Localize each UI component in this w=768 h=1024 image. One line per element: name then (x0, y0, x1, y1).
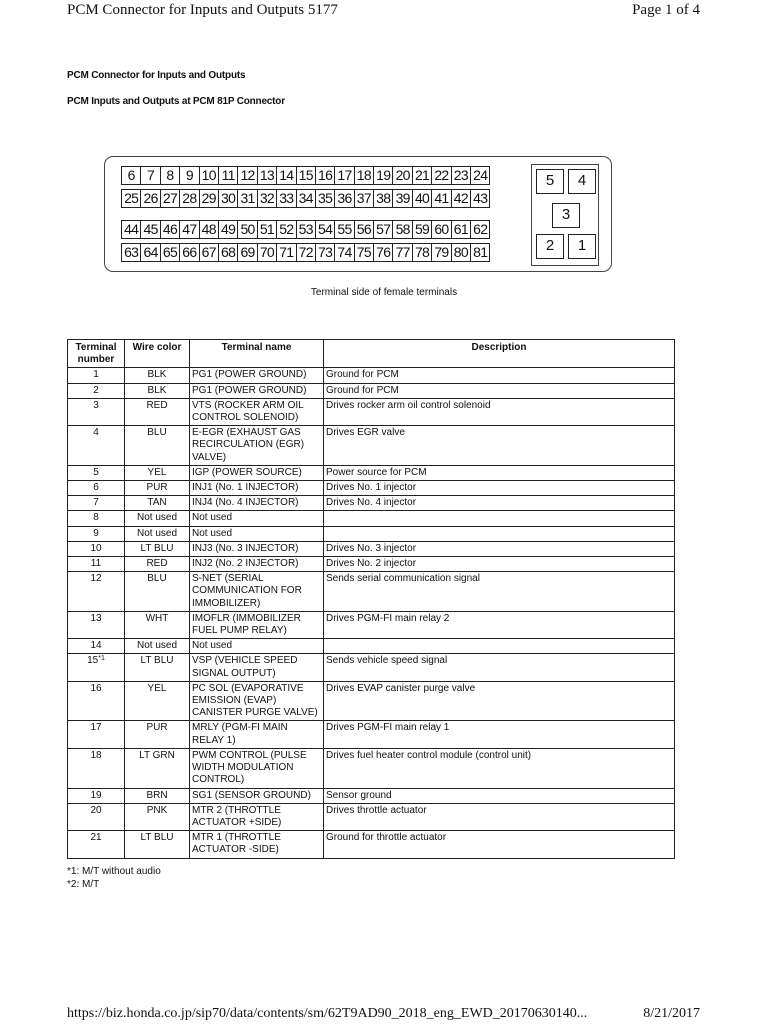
table-row (68, 788, 675, 803)
connector-pin: 30 (218, 189, 238, 208)
connector-pin: 53 (296, 220, 316, 239)
description-cell (324, 639, 675, 654)
connector-pin: 48 (199, 220, 219, 239)
terminal-number-cell (68, 496, 125, 511)
terminal-number: 4 (93, 427, 99, 439)
terminal-number: 19 (90, 789, 102, 801)
table-row (68, 526, 675, 541)
connector-pin: 42 (451, 189, 471, 208)
connector-pin: 77 (392, 243, 412, 262)
terminal-name-cell: S-NET (SERIAL COMMUNICATION FOR IMMOBILIZER) (190, 572, 324, 612)
connector-pin: 14 (276, 166, 296, 185)
connector-pin: 19 (373, 166, 393, 185)
connector-pin: 38 (373, 189, 393, 208)
footnotes (67, 865, 161, 891)
terminal-number-cell (68, 426, 125, 466)
table-row (68, 541, 675, 556)
table-row (68, 654, 675, 681)
wire-color-cell: BLK (125, 383, 190, 398)
terminal-number-cell (68, 788, 125, 803)
connector-pin: 79 (431, 243, 451, 262)
description-cell: Drives No. 3 injector (324, 541, 675, 556)
wire-color-cell: Not used (125, 526, 190, 541)
table-row (68, 557, 675, 572)
connector-pin: 13 (257, 166, 277, 185)
table-body (68, 368, 675, 858)
connector-pin: 68 (218, 243, 238, 262)
connector-pin: 4 (568, 169, 596, 194)
terminal-number-cell (68, 654, 125, 681)
description-cell: Drives EVAP canister purge valve (324, 681, 675, 721)
terminal-name-cell: E-EGR (EXHAUST GAS RECIRCULATION (EGR) VALVE) (190, 426, 324, 466)
connector-pin: 7 (140, 166, 160, 185)
connector-pin: 24 (470, 166, 490, 185)
connector-pin: 28 (179, 189, 199, 208)
description-cell: Drives rocker arm oil control solenoid (324, 398, 675, 425)
terminal-name-cell: VTS (ROCKER ARM OIL CONTROL SOLENOID) (190, 398, 324, 425)
connector-pin: 51 (257, 220, 277, 239)
pin-row (121, 166, 490, 185)
table-row (68, 639, 675, 654)
connector-pin: 67 (199, 243, 219, 262)
connector-pin: 64 (140, 243, 160, 262)
footnote-marker: *1 (98, 655, 105, 663)
wire-color-cell: LT GRN (125, 748, 190, 788)
connector-pin: 62 (470, 220, 490, 239)
wire-color-cell: PUR (125, 721, 190, 748)
connector-pin: 63 (121, 243, 141, 262)
table-row (68, 496, 675, 511)
connector-pin: 75 (354, 243, 374, 262)
connector-pin: 73 (315, 243, 335, 262)
terminal-name-cell: Not used (190, 526, 324, 541)
header-description: Description (324, 340, 675, 368)
description-cell: Ground for PCM (324, 383, 675, 398)
description-cell: Drives PGM-FI main relay 1 (324, 721, 675, 748)
connector-pin: 81 (470, 243, 490, 262)
table-row (68, 511, 675, 526)
terminal-number-cell (68, 383, 125, 398)
connector-pin: 71 (276, 243, 296, 262)
terminal-number-cell (68, 398, 125, 425)
connector-pin: 8 (160, 166, 180, 185)
header-wire-color: Wire color (125, 340, 190, 368)
terminal-name-cell: VSP (VEHICLE SPEED SIGNAL OUTPUT) (190, 654, 324, 681)
connector-pin: 66 (179, 243, 199, 262)
table-row (68, 368, 675, 383)
description-cell: Drives No. 1 injector (324, 481, 675, 496)
connector-pin: 57 (373, 220, 393, 239)
terminal-number-cell (68, 526, 125, 541)
connector-pin: 10 (199, 166, 219, 185)
connector-pin: 49 (218, 220, 238, 239)
connector-pin: 29 (199, 189, 219, 208)
terminal-number: 5 (93, 466, 99, 478)
description-cell: Sensor ground (324, 788, 675, 803)
terminal-number: 13 (90, 612, 102, 624)
connector-pin: 1 (568, 234, 596, 259)
terminal-number: 21 (90, 832, 102, 844)
connector-pin: 52 (276, 220, 296, 239)
footnote: *1: M/T without audio (67, 866, 161, 877)
connector-pin: 18 (354, 166, 374, 185)
terminal-number-cell (68, 368, 125, 383)
connector-pin: 36 (334, 189, 354, 208)
terminal-name-cell: Not used (190, 511, 324, 526)
connector-pin: 15 (296, 166, 316, 185)
connector-pin: 2 (536, 234, 564, 259)
connector-pin: 9 (179, 166, 199, 185)
description-cell: Drives PGM-FI main relay 2 (324, 611, 675, 638)
connector-pin: 76 (373, 243, 393, 262)
connector-pin: 72 (296, 243, 316, 262)
terminal-number: 16 (90, 682, 102, 694)
terminal-name-cell: PWM CONTROL (PULSE WIDTH MODULATION CONTROL) (190, 748, 324, 788)
terminal-number: 7 (93, 497, 99, 509)
table-row (68, 681, 675, 721)
footer-url: https://biz.honda.co.jp/sip70/data/contents/sm/62T9AD90_2018_eng_EWD_20170630140... (67, 1006, 588, 1021)
terminal-name-cell: PG1 (POWER GROUND) (190, 368, 324, 383)
description-cell: Drives EGR valve (324, 426, 675, 466)
terminal-number: 20 (90, 804, 102, 816)
description-cell (324, 526, 675, 541)
description-cell: Sends serial communication signal (324, 572, 675, 612)
table-row (68, 803, 675, 830)
table-row (68, 465, 675, 480)
description-cell: Power source for PCM (324, 465, 675, 480)
connector-pin: 6 (121, 166, 141, 185)
pin-row (121, 220, 490, 239)
connector-pin: 34 (296, 189, 316, 208)
connector-pin: 11 (218, 166, 238, 185)
section-heading: PCM Connector for Inputs and Outputs (67, 70, 246, 81)
subsection-heading: PCM Inputs and Outputs at PCM 81P Connector (67, 96, 285, 107)
connector-pin: 32 (257, 189, 277, 208)
connector-pin: 16 (315, 166, 335, 185)
wire-color-cell: YEL (125, 681, 190, 721)
terminal-number-cell (68, 611, 125, 638)
terminal-name-cell: INJ4 (No. 4 INJECTOR) (190, 496, 324, 511)
connector-pin: 70 (257, 243, 277, 262)
terminal-number: 1 (93, 369, 99, 381)
wire-color-cell: Not used (125, 511, 190, 526)
connector-pin: 21 (412, 166, 432, 185)
connector-pin: 23 (451, 166, 471, 185)
terminal-number: 3 (93, 399, 99, 411)
terminal-table (67, 339, 675, 859)
description-cell: Sends vehicle speed signal (324, 654, 675, 681)
connector-pin: 61 (451, 220, 471, 239)
terminal-number: 17 (90, 722, 102, 734)
connector-pin: 45 (140, 220, 160, 239)
terminal-name-cell: MRLY (PGM-FI MAIN RELAY 1) (190, 721, 324, 748)
header-terminal-name: Terminal name (190, 340, 324, 368)
connector-pin: 37 (354, 189, 374, 208)
connector-pin: 33 (276, 189, 296, 208)
terminal-number-cell (68, 748, 125, 788)
footer-date: 8/21/2017 (643, 1006, 700, 1021)
connector-pin: 20 (392, 166, 412, 185)
wire-color-cell: RED (125, 398, 190, 425)
connector-pin: 46 (160, 220, 180, 239)
terminal-name-cell: IGP (POWER SOURCE) (190, 465, 324, 480)
connector-pin: 60 (431, 220, 451, 239)
terminal-name-cell: Not used (190, 639, 324, 654)
terminal-number-cell (68, 831, 125, 858)
terminal-number: 2 (93, 384, 99, 396)
connector-pin: 74 (334, 243, 354, 262)
connector-pin: 40 (412, 189, 432, 208)
connector-pin: 80 (451, 243, 471, 262)
connector-pin: 5 (536, 169, 564, 194)
description-cell: Ground for PCM (324, 368, 675, 383)
pin-row (121, 243, 490, 262)
connector-pin: 27 (160, 189, 180, 208)
terminal-number-cell (68, 721, 125, 748)
connector-pin: 69 (237, 243, 257, 262)
table-header-row (68, 340, 675, 368)
wire-color-cell: WHT (125, 611, 190, 638)
wire-color-cell: LT BLU (125, 654, 190, 681)
connector-pin: 56 (354, 220, 374, 239)
pin-row (121, 189, 490, 208)
terminal-name-cell: INJ3 (No. 3 INJECTOR) (190, 541, 324, 556)
terminal-number: 14 (90, 640, 102, 652)
description-cell: Drives throttle actuator (324, 803, 675, 830)
terminal-number-cell (68, 465, 125, 480)
terminal-name-cell: SG1 (SENSOR GROUND) (190, 788, 324, 803)
terminal-name-cell: MTR 1 (THROTTLE ACTUATOR -SIDE) (190, 831, 324, 858)
connector-pin: 12 (237, 166, 257, 185)
connector-pin: 54 (315, 220, 335, 239)
connector-pin: 22 (431, 166, 451, 185)
connector-pin: 58 (392, 220, 412, 239)
connector-pin: 47 (179, 220, 199, 239)
connector-pin: 35 (315, 189, 335, 208)
table-row (68, 572, 675, 612)
wire-color-cell: PUR (125, 481, 190, 496)
table-row (68, 611, 675, 638)
terminal-name-cell: PC SOL (EVAPORATIVE EMISSION (EVAP) CANISTER PURGE VALVE) (190, 681, 324, 721)
connector-pin: 44 (121, 220, 141, 239)
connector-pin: 39 (392, 189, 412, 208)
terminal-name-cell: IMOFLR (IMMOBILIZER FUEL PUMP RELAY) (190, 611, 324, 638)
terminal-number: 15 (87, 655, 99, 667)
diagram-caption: Terminal side of female terminals (310, 287, 458, 298)
page-number: Page 1 of 4 (632, 2, 700, 18)
connector-pin: 3 (552, 203, 580, 228)
connector-diagram (104, 156, 612, 272)
terminal-number-cell (68, 541, 125, 556)
wire-color-cell: Not used (125, 639, 190, 654)
wire-color-cell: LT BLU (125, 831, 190, 858)
table-row (68, 748, 675, 788)
terminal-name-cell: INJ2 (No. 2 INJECTOR) (190, 557, 324, 572)
wire-color-cell: LT BLU (125, 541, 190, 556)
terminal-number: 10 (90, 542, 102, 554)
wire-color-cell: BRN (125, 788, 190, 803)
description-cell (324, 511, 675, 526)
connector-pin: 65 (160, 243, 180, 262)
connector-pin: 25 (121, 189, 141, 208)
table-row (68, 481, 675, 496)
wire-color-cell: TAN (125, 496, 190, 511)
table-row (68, 721, 675, 748)
terminal-number: 8 (93, 512, 99, 524)
wire-color-cell: BLU (125, 426, 190, 466)
header-terminal-number: Terminal number (68, 340, 125, 368)
terminal-number-cell (68, 572, 125, 612)
terminal-number-cell (68, 481, 125, 496)
connector-pin: 17 (334, 166, 354, 185)
wire-color-cell: BLK (125, 368, 190, 383)
terminal-number-cell (68, 511, 125, 526)
terminal-number: 6 (93, 482, 99, 494)
footnote: *2: M/T (67, 879, 100, 890)
wire-color-cell: PNK (125, 803, 190, 830)
connector-pin: 50 (237, 220, 257, 239)
description-cell: Drives fuel heater control module (control unit) (324, 748, 675, 788)
terminal-number: 9 (93, 527, 99, 539)
description-cell: Ground for throttle actuator (324, 831, 675, 858)
terminal-number-cell (68, 681, 125, 721)
terminal-number: 12 (90, 573, 102, 585)
terminal-number: 18 (90, 749, 102, 761)
wire-color-cell: RED (125, 557, 190, 572)
terminal-name-cell: MTR 2 (THROTTLE ACTUATOR +SIDE) (190, 803, 324, 830)
connector-pin: 55 (334, 220, 354, 239)
wire-color-cell: BLU (125, 572, 190, 612)
connector-pin: 43 (470, 189, 490, 208)
description-cell: Drives No. 4 injector (324, 496, 675, 511)
terminal-name-cell: INJ1 (No. 1 INJECTOR) (190, 481, 324, 496)
connector-pin: 31 (237, 189, 257, 208)
table-row (68, 831, 675, 858)
table-row (68, 383, 675, 398)
wire-color-cell: YEL (125, 465, 190, 480)
table-row (68, 426, 675, 466)
terminal-name-cell: PG1 (POWER GROUND) (190, 383, 324, 398)
terminal-number-cell (68, 803, 125, 830)
connector-pin: 78 (412, 243, 432, 262)
document-title: PCM Connector for Inputs and Outputs 5177 (67, 2, 338, 18)
description-cell: Drives No. 2 injector (324, 557, 675, 572)
table-row (68, 398, 675, 425)
terminal-number: 11 (90, 558, 102, 570)
terminal-number-cell (68, 639, 125, 654)
terminal-number-cell (68, 557, 125, 572)
connector-pin: 59 (412, 220, 432, 239)
connector-pin: 41 (431, 189, 451, 208)
connector-pin: 26 (140, 189, 160, 208)
